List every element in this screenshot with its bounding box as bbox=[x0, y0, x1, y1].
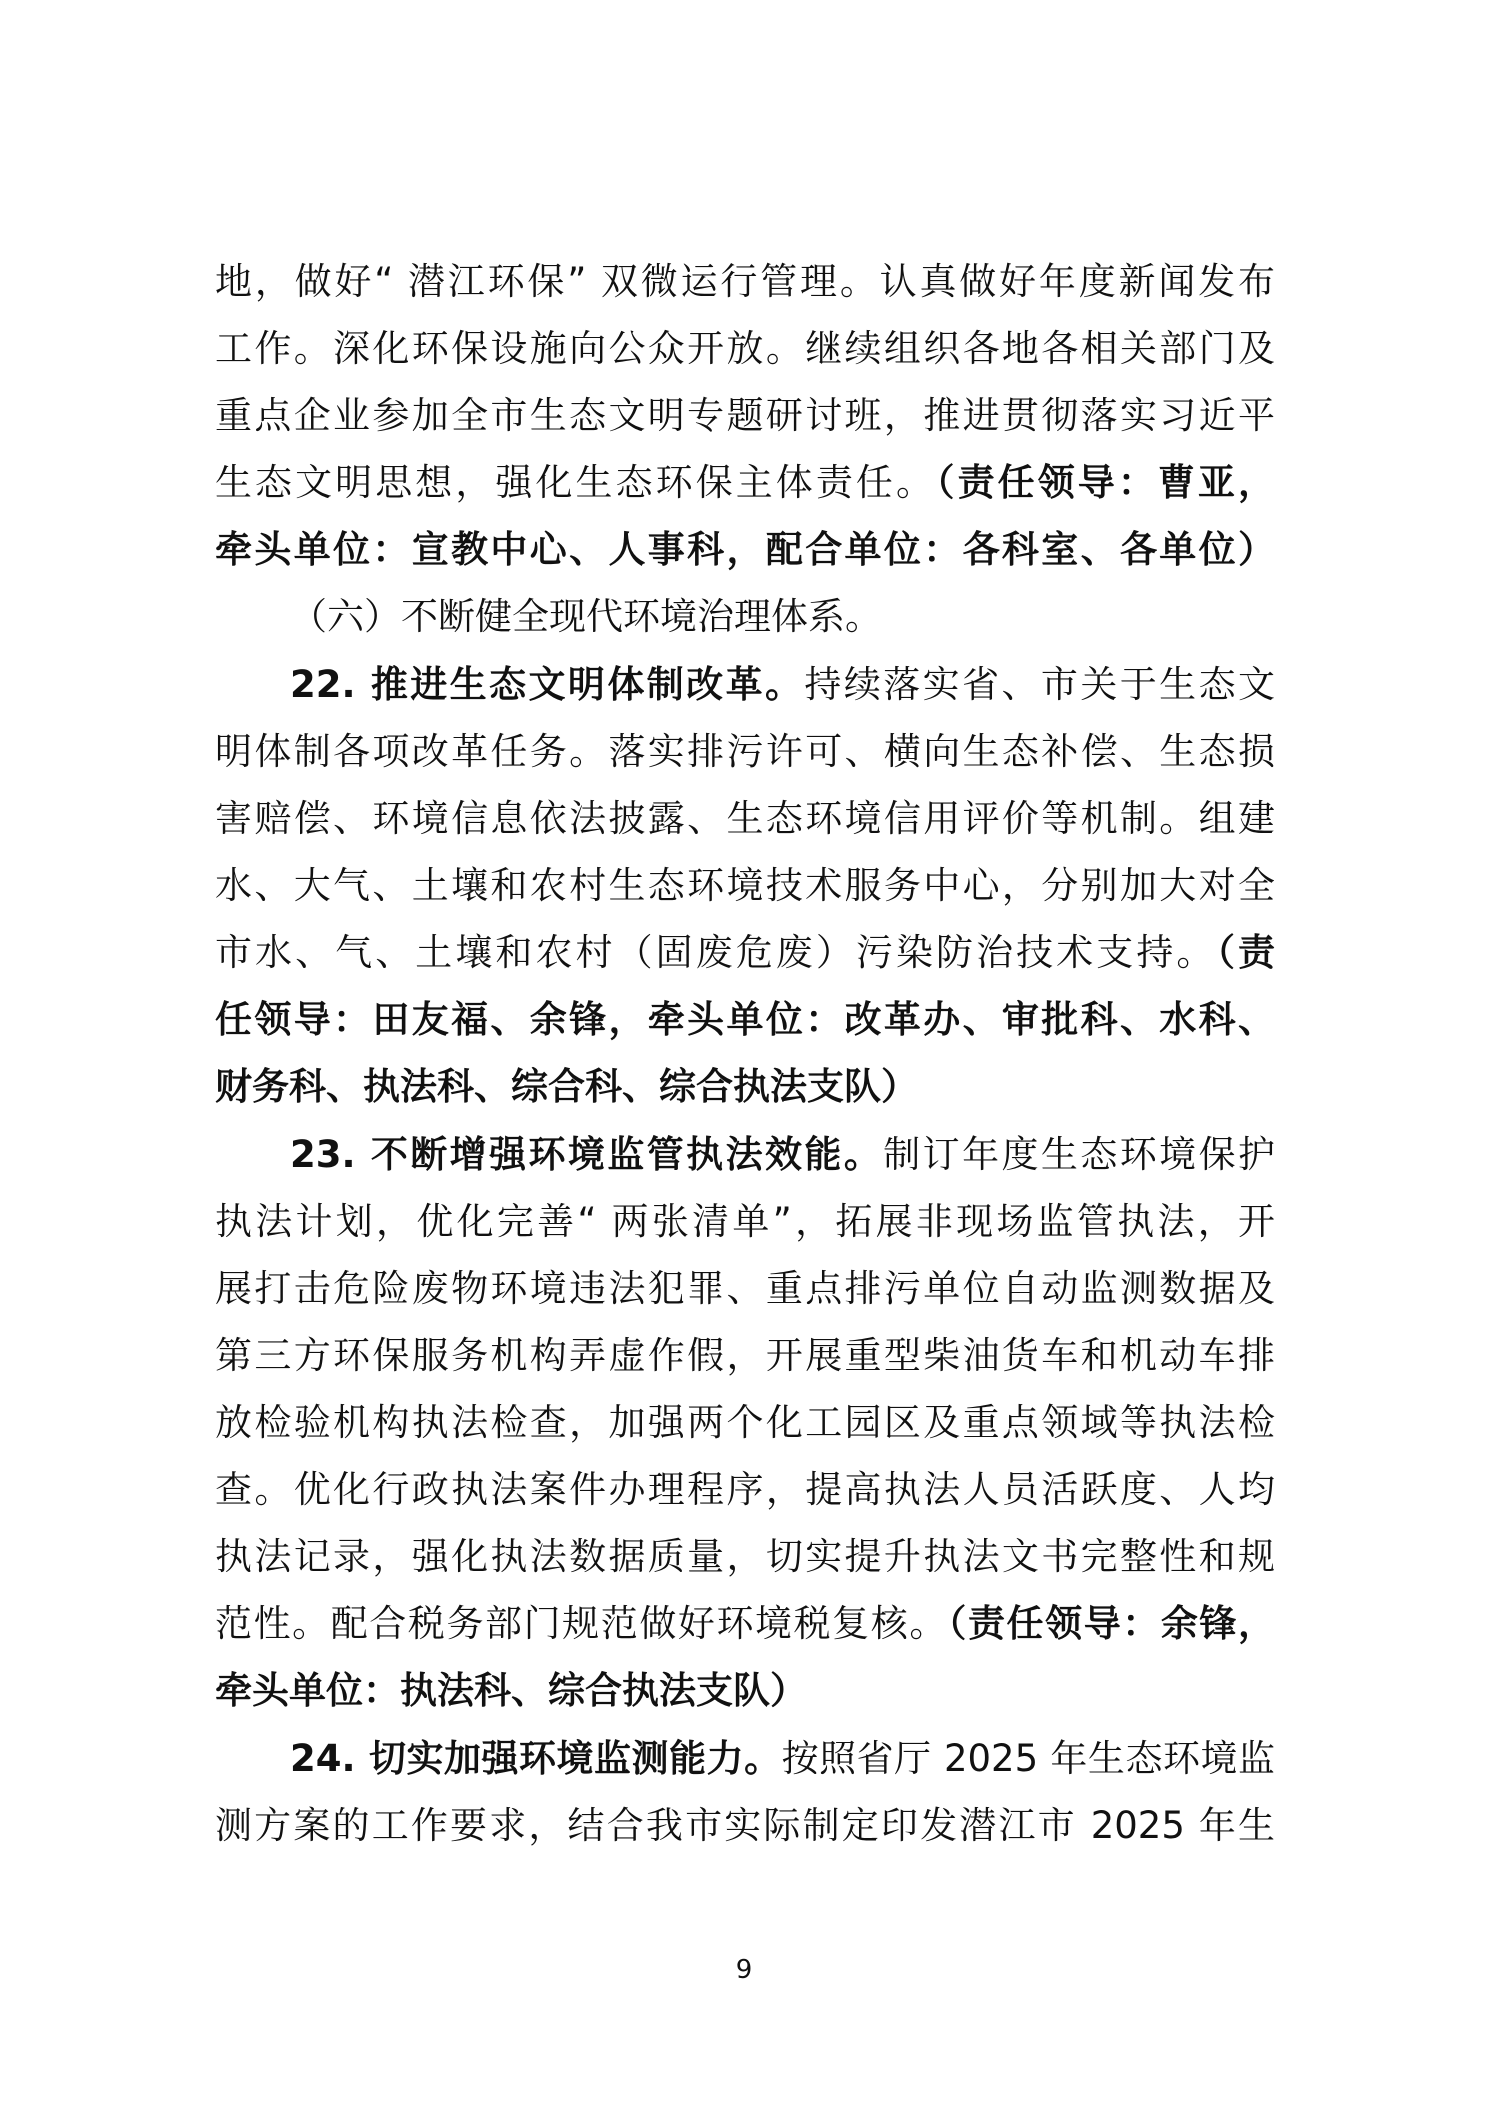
item-22-heading-line bbox=[290, 651, 1275, 718]
line-text: 明体制各项改革任务。落实排污许可、横向生态补偿、生态损 bbox=[215, 730, 1275, 773]
line-text: 执法记录，强化执法数据质量，切实提升执法文书完整性和规 bbox=[215, 1535, 1275, 1578]
line-text: 查。优化行政执法案件办理程序，提高执法人员活跃度、人均 bbox=[215, 1468, 1275, 1511]
responsibility-note: 牵头单位：执法科、综合执法支队） bbox=[215, 1669, 807, 1712]
body-line-17 bbox=[215, 1322, 1275, 1389]
line-text: 按照省厅 2025 年生态环境监 bbox=[781, 1737, 1275, 1780]
body-line-13 bbox=[215, 1053, 1275, 1120]
line-text: 测方案的工作要求，结合我市实际制定印发潜江市 2025 年生 bbox=[215, 1804, 1275, 1847]
item-23-heading-line bbox=[290, 1121, 1275, 1188]
line-text: 害赔偿、环境信息依法披露、生态环境信用评价等机制。组建 bbox=[215, 797, 1275, 840]
item-24-title: 24. 切实加强环境监测能力。 bbox=[290, 1737, 782, 1780]
body-line-1 bbox=[215, 248, 1275, 315]
line-text: 放检验机构执法检查，加强两个化工园区及重点领域等执法检 bbox=[215, 1401, 1275, 1444]
body-line-9 bbox=[215, 785, 1275, 852]
item-24-heading-line bbox=[290, 1725, 1275, 1792]
section-heading-6 bbox=[290, 583, 1275, 650]
body-line-11 bbox=[215, 919, 1275, 986]
body-line-21 bbox=[215, 1590, 1275, 1657]
line-text: 第三方环保服务机构弄虚作假，开展重型柴油货车和机动车排 bbox=[215, 1334, 1275, 1377]
line-text: 水、大气、土壤和农村生态环境技术服务中心，分别加大对全 bbox=[215, 864, 1275, 907]
line-text: 执法计划，优化完善“ 两张清单”，拓展非现场监管执法，开 bbox=[215, 1200, 1275, 1243]
body-line-2 bbox=[215, 315, 1275, 382]
responsibility-note: 牵头单位：宣教中心、人事科，配合单位：各科室、各单位） bbox=[215, 528, 1275, 571]
line-text: 持续落实省、市关于生态文 bbox=[804, 663, 1275, 706]
line-text: 展打击危险废物环境违法犯罪、重点排污单位自动监测数据及 bbox=[215, 1267, 1275, 1310]
body-line-4 bbox=[215, 449, 1275, 516]
body-line-5 bbox=[215, 516, 1275, 583]
body-line-8 bbox=[215, 718, 1275, 785]
section-heading-text: （六）不断健全现代环境治理体系。 bbox=[290, 595, 882, 638]
body-line-22 bbox=[215, 1657, 1275, 1724]
item-22-title: 22. 推进生态文明体制改革。 bbox=[290, 663, 805, 706]
responsibility-note: （责任领导：曹亚， bbox=[936, 461, 1275, 504]
line-text: 市水、气、土壤和农村（固废危废）污染防治技术支持。 bbox=[215, 931, 1217, 974]
line-text: 制订年度生态环境保护 bbox=[883, 1133, 1275, 1176]
body-line-15 bbox=[215, 1188, 1275, 1255]
page-number: 9 bbox=[735, 1955, 753, 1985]
responsibility-note: （责任领导：余锋， bbox=[947, 1602, 1275, 1645]
body-line-16 bbox=[215, 1255, 1275, 1322]
body-line-19 bbox=[215, 1456, 1275, 1523]
line-text: 重点企业参加全市生态文明专题研讨班，推进贯彻落实习近平 bbox=[215, 394, 1275, 437]
line-text: 工作。深化环保设施向公众开放。继续组织各地各相关部门及 bbox=[215, 327, 1275, 370]
body-line-12 bbox=[215, 986, 1275, 1053]
responsibility-note: （责 bbox=[1216, 931, 1275, 974]
body-line-18 bbox=[215, 1389, 1275, 1456]
line-text: 范性。配合税务部门规范做好环境税复核。 bbox=[215, 1602, 948, 1645]
line-text: 地，做好“ 潜江环保” 双微运行管理。认真做好年度新闻发布 bbox=[215, 260, 1275, 303]
line-text: 生态文明思想，强化生态环保主体责任。 bbox=[215, 461, 937, 504]
item-23-title: 23. 不断增强环境监管执法效能。 bbox=[290, 1133, 884, 1176]
body-line-24 bbox=[215, 1792, 1275, 1859]
responsibility-note: 任领导：田友福、余锋，牵头单位：改革办、审批科、水科、 bbox=[215, 998, 1275, 1041]
body-line-20 bbox=[215, 1523, 1275, 1590]
body-line-10 bbox=[215, 852, 1275, 919]
responsibility-note: 财务科、执法科、综合科、综合执法支队） bbox=[215, 1065, 918, 1108]
body-line-3 bbox=[215, 382, 1275, 449]
